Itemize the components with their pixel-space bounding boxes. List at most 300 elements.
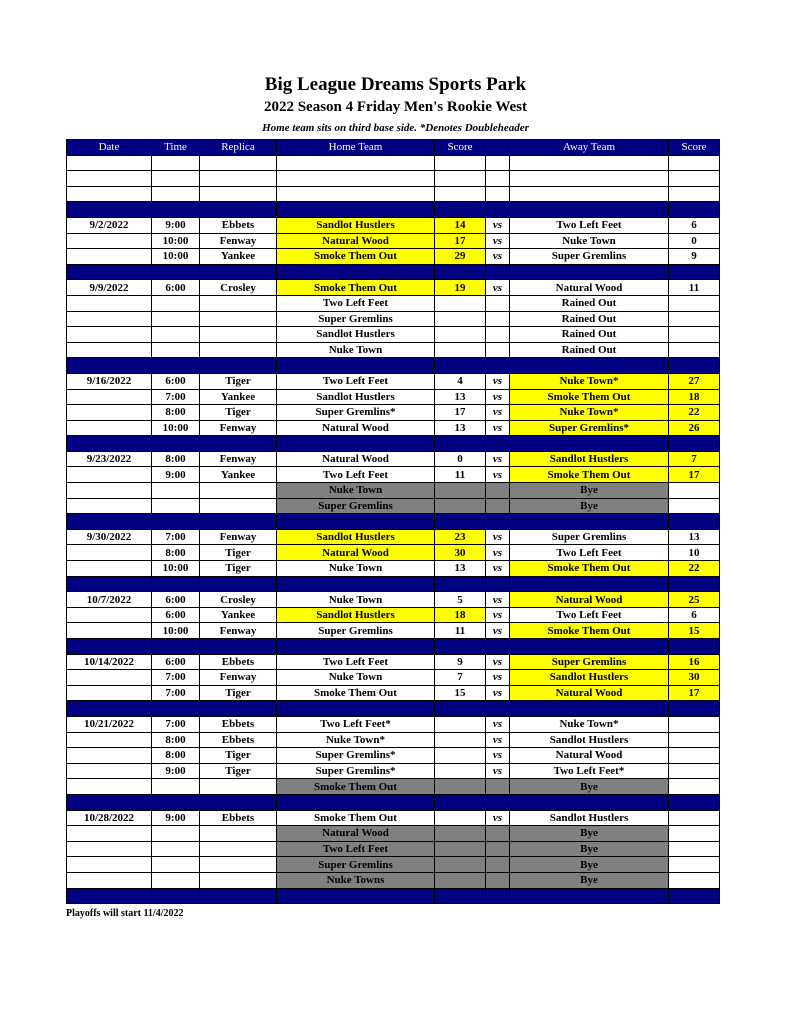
home-score-cell xyxy=(435,779,486,795)
home-team-cell: Nuke Town xyxy=(277,483,435,499)
date-cell xyxy=(67,872,152,888)
time-cell xyxy=(152,342,200,358)
time-cell xyxy=(152,155,200,171)
vs-cell: vs xyxy=(486,249,510,265)
game-row xyxy=(67,716,720,732)
time-cell xyxy=(152,436,200,452)
home-score-cell: 23 xyxy=(435,529,486,545)
week-separator-row xyxy=(67,514,720,530)
home-score-cell xyxy=(435,888,486,904)
replica-cell xyxy=(200,576,277,592)
away-team-cell: Super Gremlins xyxy=(510,529,669,545)
home-team-cell: Two Left Feet* xyxy=(277,716,435,732)
away-team-cell: Two Left Feet* xyxy=(510,763,669,779)
replica-cell xyxy=(200,171,277,187)
away-team-cell: Bye xyxy=(510,498,669,514)
away-score-cell xyxy=(669,295,720,311)
away-team-cell: Smoke Them Out xyxy=(510,623,669,639)
vs-cell: vs xyxy=(486,561,510,577)
home-team-cell xyxy=(277,264,435,280)
away-score-cell xyxy=(669,826,720,842)
away-score-cell xyxy=(669,810,720,826)
game-row xyxy=(67,670,720,686)
bye-row xyxy=(67,857,720,873)
vs-cell: vs xyxy=(486,451,510,467)
date-cell xyxy=(67,389,152,405)
vs-cell xyxy=(486,779,510,795)
away-score-cell xyxy=(669,794,720,810)
home-team-cell: Smoke Them Out xyxy=(277,810,435,826)
replica-cell: Ebbets xyxy=(200,732,277,748)
vs-cell: vs xyxy=(486,233,510,249)
away-team-cell: Natural Wood xyxy=(510,592,669,608)
away-team-cell: Nuke Town* xyxy=(510,405,669,421)
away-score-cell: 26 xyxy=(669,420,720,436)
away-score-cell xyxy=(669,732,720,748)
home-score-cell xyxy=(435,748,486,764)
game-row xyxy=(67,420,720,436)
home-team-cell: Two Left Feet xyxy=(277,295,435,311)
date-cell xyxy=(67,841,152,857)
time-cell: 8:00 xyxy=(152,545,200,561)
replica-cell: Tiger xyxy=(200,373,277,389)
away-team-cell: Super Gremlins xyxy=(510,249,669,265)
home-score-cell: 5 xyxy=(435,592,486,608)
home-score-cell: 0 xyxy=(435,451,486,467)
time-cell: 7:00 xyxy=(152,685,200,701)
game-row xyxy=(67,763,720,779)
home-score-cell xyxy=(435,186,486,202)
home-team-cell xyxy=(277,701,435,717)
replica-cell xyxy=(200,701,277,717)
away-team-cell: Super Gremlins* xyxy=(510,420,669,436)
home-team-cell: Sandlot Hustlers xyxy=(277,389,435,405)
time-cell xyxy=(152,358,200,374)
away-score-cell xyxy=(669,888,720,904)
date-cell xyxy=(67,670,152,686)
away-team-cell: Rained Out xyxy=(510,327,669,343)
time-cell: 9:00 xyxy=(152,467,200,483)
game-row xyxy=(67,373,720,389)
home-team-cell: Natural Wood xyxy=(277,826,435,842)
home-team-cell: Super Gremlins xyxy=(277,623,435,639)
game-row xyxy=(67,389,720,405)
home-team-cell: Sandlot Hustlers xyxy=(277,327,435,343)
home-team-cell xyxy=(277,202,435,218)
time-cell: 9:00 xyxy=(152,217,200,233)
away-team-cell: Nuke Town* xyxy=(510,373,669,389)
replica-cell: Fenway xyxy=(200,623,277,639)
home-score-cell xyxy=(435,701,486,717)
game-row xyxy=(67,607,720,623)
replica-cell: Tiger xyxy=(200,545,277,561)
away-score-cell: 13 xyxy=(669,529,720,545)
time-cell: 10:00 xyxy=(152,561,200,577)
week-separator-row xyxy=(67,888,720,904)
bye-row xyxy=(67,483,720,499)
home-score-cell: 19 xyxy=(435,280,486,296)
col-date: Date xyxy=(67,140,152,156)
date-cell xyxy=(67,685,152,701)
time-cell: 7:00 xyxy=(152,529,200,545)
home-score-cell xyxy=(435,202,486,218)
time-cell xyxy=(152,779,200,795)
home-team-cell: Two Left Feet xyxy=(277,654,435,670)
away-team-cell xyxy=(510,576,669,592)
date-cell xyxy=(67,436,152,452)
away-score-cell: 17 xyxy=(669,685,720,701)
time-cell xyxy=(152,794,200,810)
date-cell xyxy=(67,561,152,577)
time-cell: 9:00 xyxy=(152,763,200,779)
game-row xyxy=(67,405,720,421)
away-team-cell: Smoke Them Out xyxy=(510,389,669,405)
date-cell xyxy=(67,826,152,842)
vs-cell: vs xyxy=(486,623,510,639)
replica-cell xyxy=(200,327,277,343)
home-score-cell xyxy=(435,514,486,530)
home-team-cell: Super Gremlins* xyxy=(277,405,435,421)
game-row xyxy=(67,311,720,327)
replica-cell xyxy=(200,483,277,499)
home-score-cell xyxy=(435,639,486,655)
away-score-cell: 11 xyxy=(669,280,720,296)
vs-cell: vs xyxy=(486,810,510,826)
away-score-cell: 18 xyxy=(669,389,720,405)
home-score-cell: 13 xyxy=(435,389,486,405)
replica-cell xyxy=(200,794,277,810)
home-team-cell: Natural Wood xyxy=(277,420,435,436)
home-score-cell xyxy=(435,794,486,810)
col-vs xyxy=(486,140,510,156)
time-cell: 10:00 xyxy=(152,249,200,265)
away-team-cell: Sandlot Hustlers xyxy=(510,810,669,826)
replica-cell: Crosley xyxy=(200,280,277,296)
vs-cell xyxy=(486,155,510,171)
date-cell xyxy=(67,888,152,904)
vs-cell: vs xyxy=(486,732,510,748)
home-score-cell: 29 xyxy=(435,249,486,265)
away-team-cell: Rained Out xyxy=(510,311,669,327)
replica-cell xyxy=(200,514,277,530)
replica-cell xyxy=(200,186,277,202)
replica-cell: Tiger xyxy=(200,405,277,421)
home-score-cell: 11 xyxy=(435,623,486,639)
time-cell xyxy=(152,264,200,280)
away-team-cell: Natural Wood xyxy=(510,685,669,701)
date-cell xyxy=(67,639,152,655)
home-team-cell: Super Gremlins xyxy=(277,857,435,873)
vs-cell: vs xyxy=(486,280,510,296)
away-score-cell xyxy=(669,498,720,514)
away-team-cell: Super Gremlins xyxy=(510,654,669,670)
time-cell xyxy=(152,483,200,499)
header-row xyxy=(67,140,720,156)
replica-cell: Tiger xyxy=(200,561,277,577)
time-cell: 6:00 xyxy=(152,607,200,623)
vs-cell: vs xyxy=(486,592,510,608)
home-score-cell xyxy=(435,841,486,857)
game-row xyxy=(67,592,720,608)
home-score-cell xyxy=(435,483,486,499)
away-score-cell xyxy=(669,514,720,530)
replica-cell xyxy=(200,639,277,655)
home-score-cell: 13 xyxy=(435,561,486,577)
replica-cell xyxy=(200,202,277,218)
home-score-cell xyxy=(435,857,486,873)
away-team-cell: Bye xyxy=(510,826,669,842)
date-cell xyxy=(67,701,152,717)
home-score-cell xyxy=(435,342,486,358)
date-cell: 9/23/2022 xyxy=(67,451,152,467)
time-cell xyxy=(152,311,200,327)
away-team-cell: Rained Out xyxy=(510,342,669,358)
replica-cell: Crosley xyxy=(200,592,277,608)
vs-cell: vs xyxy=(486,716,510,732)
away-team-cell: Two Left Feet xyxy=(510,217,669,233)
away-team-cell: Bye xyxy=(510,841,669,857)
away-team-cell xyxy=(510,264,669,280)
away-score-cell: 30 xyxy=(669,670,720,686)
date-cell: 10/28/2022 xyxy=(67,810,152,826)
date-cell xyxy=(67,545,152,561)
vs-cell xyxy=(486,826,510,842)
home-score-cell xyxy=(435,498,486,514)
time-cell xyxy=(152,872,200,888)
game-row xyxy=(67,217,720,233)
game-row xyxy=(67,732,720,748)
week-separator-row xyxy=(67,701,720,717)
vs-cell: vs xyxy=(486,467,510,483)
away-team-cell xyxy=(510,202,669,218)
home-team-cell: Nuke Town xyxy=(277,670,435,686)
away-team-cell: Sandlot Hustlers xyxy=(510,451,669,467)
replica-cell xyxy=(200,498,277,514)
blank-row xyxy=(67,186,720,202)
replica-cell xyxy=(200,872,277,888)
schedule-table xyxy=(66,139,720,904)
game-row xyxy=(67,327,720,343)
home-score-cell: 11 xyxy=(435,467,486,483)
home-score-cell xyxy=(435,436,486,452)
away-score-cell xyxy=(669,763,720,779)
home-team-cell: Nuke Town xyxy=(277,561,435,577)
game-row xyxy=(67,529,720,545)
home-team-cell: Super Gremlins* xyxy=(277,763,435,779)
home-team-cell: Natural Wood xyxy=(277,451,435,467)
time-cell xyxy=(152,202,200,218)
home-score-cell: 7 xyxy=(435,670,486,686)
game-row xyxy=(67,467,720,483)
replica-cell xyxy=(200,155,277,171)
date-cell xyxy=(67,748,152,764)
home-team-cell: Nuke Town* xyxy=(277,732,435,748)
away-score-cell: 17 xyxy=(669,467,720,483)
replica-cell: Tiger xyxy=(200,685,277,701)
blank-row xyxy=(67,171,720,187)
time-cell xyxy=(152,295,200,311)
vs-cell: vs xyxy=(486,389,510,405)
time-cell: 6:00 xyxy=(152,280,200,296)
away-team-cell xyxy=(510,888,669,904)
footer-note: Playoffs will start 11/4/2022 xyxy=(66,908,184,919)
vs-cell xyxy=(486,295,510,311)
replica-cell: Tiger xyxy=(200,748,277,764)
game-row xyxy=(67,748,720,764)
away-score-cell: 16 xyxy=(669,654,720,670)
replica-cell: Fenway xyxy=(200,670,277,686)
away-score-cell xyxy=(669,779,720,795)
replica-cell: Ebbets xyxy=(200,810,277,826)
date-cell: 10/14/2022 xyxy=(67,654,152,670)
date-cell xyxy=(67,249,152,265)
date-cell: 9/9/2022 xyxy=(67,280,152,296)
replica-cell xyxy=(200,779,277,795)
away-team-cell: Natural Wood xyxy=(510,280,669,296)
date-cell xyxy=(67,186,152,202)
vs-cell xyxy=(486,327,510,343)
away-team-cell: Smoke Them Out xyxy=(510,561,669,577)
home-team-cell: Smoke Them Out xyxy=(277,779,435,795)
time-cell: 10:00 xyxy=(152,420,200,436)
home-team-cell xyxy=(277,171,435,187)
date-cell xyxy=(67,483,152,499)
home-score-cell xyxy=(435,826,486,842)
game-row xyxy=(67,810,720,826)
date-cell xyxy=(67,358,152,374)
time-cell: 10:00 xyxy=(152,623,200,639)
replica-cell: Fenway xyxy=(200,451,277,467)
home-score-cell xyxy=(435,810,486,826)
vs-cell: vs xyxy=(486,217,510,233)
vs-cell xyxy=(486,311,510,327)
time-cell: 9:00 xyxy=(152,810,200,826)
game-row xyxy=(67,545,720,561)
away-score-cell: 15 xyxy=(669,623,720,639)
home-score-cell: 17 xyxy=(435,233,486,249)
vs-cell: vs xyxy=(486,763,510,779)
home-team-cell: Nuke Town xyxy=(277,342,435,358)
home-score-cell xyxy=(435,732,486,748)
vs-cell xyxy=(486,342,510,358)
away-score-cell xyxy=(669,483,720,499)
date-cell xyxy=(67,576,152,592)
col-replica: Replica xyxy=(200,140,277,156)
date-cell xyxy=(67,794,152,810)
time-cell: 7:00 xyxy=(152,716,200,732)
home-score-cell: 17 xyxy=(435,405,486,421)
home-team-cell xyxy=(277,436,435,452)
home-team-cell: Smoke Them Out xyxy=(277,280,435,296)
vs-cell xyxy=(486,639,510,655)
vs-cell xyxy=(486,701,510,717)
away-score-cell xyxy=(669,857,720,873)
week-separator-row xyxy=(67,576,720,592)
away-score-cell xyxy=(669,358,720,374)
date-cell xyxy=(67,623,152,639)
col-time: Time xyxy=(152,140,200,156)
vs-cell: vs xyxy=(486,685,510,701)
replica-cell: Yankee xyxy=(200,249,277,265)
away-team-cell: Two Left Feet xyxy=(510,545,669,561)
vs-cell: vs xyxy=(486,420,510,436)
blank-row xyxy=(67,155,720,171)
page-subtitle: 2022 Season 4 Friday Men's Rookie West xyxy=(263,99,528,115)
away-score-cell xyxy=(669,155,720,171)
home-team-cell xyxy=(277,888,435,904)
time-cell xyxy=(152,186,200,202)
vs-cell xyxy=(486,794,510,810)
away-score-cell xyxy=(669,311,720,327)
bye-row xyxy=(67,779,720,795)
away-team-cell: Sandlot Hustlers xyxy=(510,732,669,748)
replica-cell xyxy=(200,311,277,327)
time-cell xyxy=(152,498,200,514)
time-cell: 6:00 xyxy=(152,373,200,389)
date-cell xyxy=(67,202,152,218)
away-score-cell xyxy=(669,841,720,857)
date-cell xyxy=(67,295,152,311)
replica-cell: Ebbets xyxy=(200,654,277,670)
vs-cell: vs xyxy=(486,748,510,764)
away-team-cell: Two Left Feet xyxy=(510,607,669,623)
home-score-cell xyxy=(435,358,486,374)
home-score-cell xyxy=(435,716,486,732)
home-score-cell: 9 xyxy=(435,654,486,670)
bye-row xyxy=(67,826,720,842)
home-team-cell: Nuke Towns xyxy=(277,872,435,888)
time-cell xyxy=(152,514,200,530)
schedule-body xyxy=(67,155,720,904)
away-team-cell xyxy=(510,514,669,530)
away-score-cell: 6 xyxy=(669,217,720,233)
replica-cell: Yankee xyxy=(200,607,277,623)
home-team-cell xyxy=(277,576,435,592)
away-score-cell: 9 xyxy=(669,249,720,265)
date-cell xyxy=(67,405,152,421)
game-row xyxy=(67,249,720,265)
date-cell xyxy=(67,498,152,514)
time-cell xyxy=(152,171,200,187)
time-cell xyxy=(152,888,200,904)
vs-cell xyxy=(486,888,510,904)
away-score-cell: 22 xyxy=(669,561,720,577)
away-score-cell xyxy=(669,264,720,280)
vs-cell xyxy=(486,483,510,499)
away-team-cell: Bye xyxy=(510,483,669,499)
away-score-cell xyxy=(669,748,720,764)
home-team-cell xyxy=(277,358,435,374)
date-cell xyxy=(67,779,152,795)
replica-cell: Ebbets xyxy=(200,217,277,233)
replica-cell xyxy=(200,826,277,842)
vs-cell: vs xyxy=(486,607,510,623)
away-team-cell xyxy=(510,436,669,452)
away-score-cell: 27 xyxy=(669,373,720,389)
date-cell xyxy=(67,514,152,530)
vs-cell xyxy=(486,841,510,857)
time-cell: 10:00 xyxy=(152,233,200,249)
vs-cell: vs xyxy=(486,373,510,389)
home-team-cell: Smoke Them Out xyxy=(277,685,435,701)
time-cell: 8:00 xyxy=(152,451,200,467)
replica-cell xyxy=(200,342,277,358)
date-cell xyxy=(67,327,152,343)
replica-cell: Tiger xyxy=(200,763,277,779)
bye-row xyxy=(67,872,720,888)
home-team-cell: Natural Wood xyxy=(277,545,435,561)
time-cell: 8:00 xyxy=(152,748,200,764)
